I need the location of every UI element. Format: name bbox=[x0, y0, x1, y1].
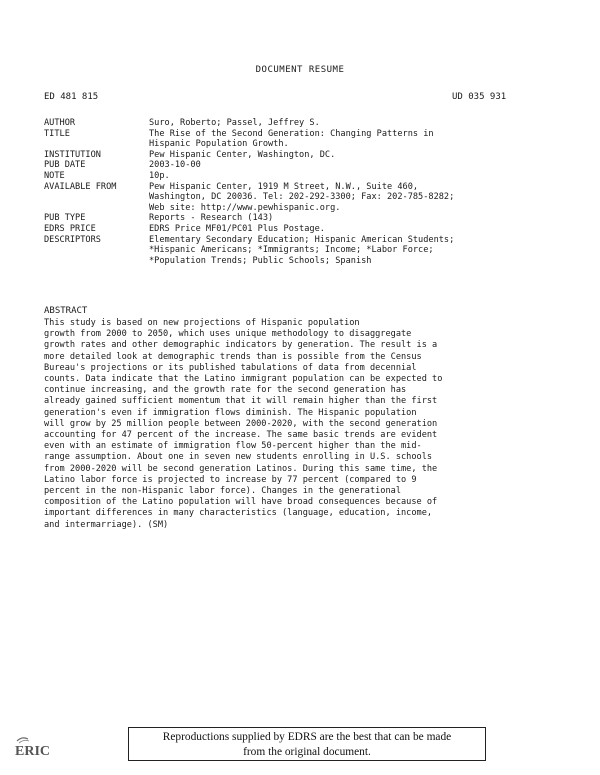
meta-label: PUB DATE bbox=[44, 160, 86, 171]
eric-logo-icon bbox=[14, 735, 51, 759]
document-title: DOCUMENT RESUME bbox=[255, 65, 345, 75]
meta-value: 10p. bbox=[149, 170, 170, 181]
meta-value: Pew Hispanic Center, 1919 M Street, N.W., Suite 460, Washington, DC 20036. Tel: 202-292-3300; Fax: 202-785-8282; Web site: http://www.pewhispanic.org. bbox=[149, 181, 455, 213]
meta-label: PUB TYPE bbox=[44, 213, 86, 224]
meta-row-available-from bbox=[44, 182, 564, 214]
meta-value: Pew Hispanic Center, Washington, DC. bbox=[149, 149, 336, 160]
meta-label: NOTE bbox=[44, 170, 65, 181]
meta-row-note bbox=[44, 171, 564, 182]
meta-row-pub-date bbox=[44, 160, 564, 171]
meta-label: EDRS PRICE bbox=[44, 223, 96, 234]
meta-row-title bbox=[44, 129, 564, 150]
meta-row-descriptors bbox=[44, 235, 564, 267]
svg-text:ERIC: ERIC bbox=[15, 744, 51, 759]
meta-label: TITLE bbox=[44, 128, 70, 139]
reproduction-notice-line2: from the original document. bbox=[243, 746, 371, 758]
meta-row-author bbox=[44, 118, 564, 129]
meta-label: AUTHOR bbox=[44, 118, 76, 128]
meta-row-institution bbox=[44, 150, 564, 161]
metadata-table bbox=[44, 118, 564, 266]
meta-value: Reports - Research (143) bbox=[149, 213, 274, 224]
ud-number: UD 035 931 bbox=[452, 92, 507, 102]
meta-value: Suro, Roberto; Passel, Jeffrey S. bbox=[149, 118, 320, 128]
meta-value: The Rise of the Second Generation: Changing Patterns in Hispanic Population Growth. bbox=[149, 128, 434, 150]
ed-number: ED 481 815 bbox=[44, 92, 99, 102]
meta-row-pub-type bbox=[44, 213, 564, 224]
meta-label: AVAILABLE FROM bbox=[44, 181, 117, 192]
reproduction-notice bbox=[128, 727, 486, 761]
abstract-heading: ABSTRACT bbox=[44, 306, 88, 316]
abstract-text: This study is based on new projections of Hispanic population growth from 2000 to 2050, which uses unique methodology to disaggregate growth rates and other demographic indicators by generation. The result is a more detailed look at demographic trends than is possible from the Census Bureau's projections or its published tabulations of data from decennial counts. Data indicate that the Latino immigrant population can be expected to continue increasing, and the growth rate for the second generation has already gained sufficient momentum that it will remain higher than the first generation's even if immigration flows diminish. The Hispanic population will grow by 25 million people between 2000-2020, with the second generation accounting for 47 percent of the increase. The same basic trends are evident even with an estimate of immigration flow 50-percent higher than the mid- range assumption. About one in seven new students enrolling in U.S. schools from 2000-2020 will be second generation Latinos. During this same time, the Latino labor force is projected to increase by 77 percent (compared to 9 percent in the non-Hispanic labor force). Changes in the generational composition of the Latino population will have broad consequences because of important differences in many characteristics (language, education, income, and intermarriage). (SM) bbox=[44, 318, 443, 530]
meta-value: Elementary Secondary Education; Hispanic American Students; *Hispanic Americans; *Immigrants; Income; *Labor Force; *Population Trends; Public Schools; Spanish bbox=[149, 234, 455, 266]
meta-value: EDRS Price MF01/PC01 Plus Postage. bbox=[149, 223, 325, 234]
meta-label: INSTITUTION bbox=[44, 149, 101, 160]
meta-label: DESCRIPTORS bbox=[44, 234, 101, 245]
meta-value: 2003-10-00 bbox=[149, 160, 201, 171]
meta-row-edrs-price bbox=[44, 224, 564, 235]
reproduction-notice-line1: Reproductions supplied by EDRS are the best that can be made bbox=[162, 731, 452, 743]
